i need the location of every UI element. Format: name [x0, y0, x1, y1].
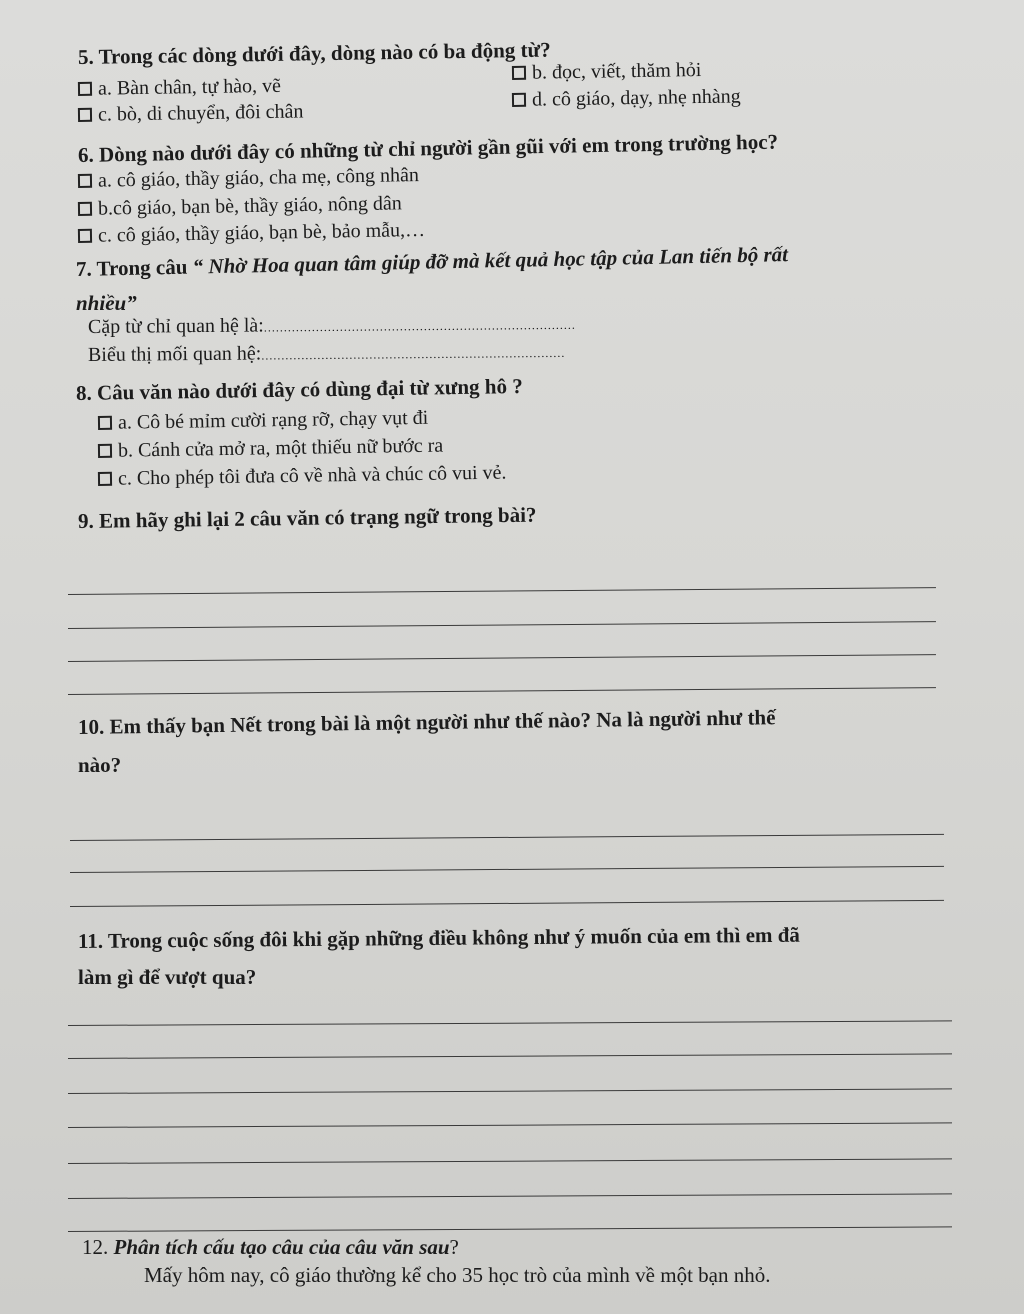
- q11-title-line-1: 11. Trong cuộc sống đôi khi gặp những điều không như ý muốn của em thì em đã: [77, 922, 800, 953]
- q5-title: 5. Trong các dòng dưới đây, dòng nào có ba động từ?: [77, 37, 551, 69]
- q11-answer-line[interactable]: [68, 1193, 952, 1199]
- q7-quote-end: nhiều”: [76, 291, 137, 315]
- checkbox-icon[interactable]: [78, 108, 92, 122]
- q5-option-c-label: c. bò, di chuyển, đôi chân: [97, 100, 304, 126]
- checkbox-icon[interactable]: [512, 93, 526, 107]
- q9-answer-line[interactable]: [68, 587, 936, 595]
- q6-option-c[interactable]: [78, 219, 425, 248]
- q7-prefix: 7. Trong câu: [75, 254, 188, 281]
- checkbox-icon[interactable]: [98, 444, 112, 458]
- q10-title-line-2: nào?: [78, 753, 122, 777]
- checkbox-icon[interactable]: [512, 66, 526, 80]
- q9-answer-line[interactable]: [68, 687, 936, 695]
- q6-option-a-label: a. cô giáo, thầy giáo, cha mẹ, công nhân: [97, 164, 420, 192]
- q6-option-a[interactable]: [78, 164, 419, 193]
- q11-answer-line[interactable]: [68, 1158, 952, 1164]
- q7-answer-dots-1[interactable]: ..............................................................................: [263, 317, 576, 335]
- q7-answer-dots-2[interactable]: ............................................................................: [261, 345, 566, 363]
- q12-title: [82, 1234, 459, 1261]
- checkbox-icon[interactable]: [78, 82, 92, 96]
- checkbox-icon[interactable]: [78, 174, 92, 188]
- q12-sentence: Mấy hôm nay, cô giáo thường kể cho 35 học trò của mình về một bạn nhỏ.: [144, 1263, 771, 1287]
- q8-option-c-label: c. Cho phép tôi đưa cô về nhà và chúc cô vui vẻ.: [117, 461, 507, 490]
- q10-title-line-1: 10. Em thấy bạn Nết trong bài là một người như thế nào? Na là người như thế: [77, 705, 776, 739]
- q8-title: 8. Câu văn nào dưới đây có dùng đại từ xưng hô ?: [75, 373, 523, 405]
- q12-title-text: Phân tích cấu tạo câu của câu văn sau: [113, 1235, 450, 1259]
- q10-answer-line[interactable]: [70, 900, 944, 907]
- q8-option-b-label: b. Cánh cửa mở ra, một thiếu nữ bước ra: [117, 434, 444, 462]
- q7-line-1: [88, 312, 576, 339]
- q5-option-b[interactable]: [512, 59, 702, 85]
- q10-answer-line[interactable]: [70, 834, 944, 841]
- q11-answer-line[interactable]: [68, 1053, 952, 1059]
- checkbox-icon[interactable]: [98, 472, 112, 486]
- q11-answer-line[interactable]: [68, 1122, 952, 1128]
- q11-answer-line[interactable]: [68, 1088, 952, 1094]
- q6-title: 6. Dòng nào dưới đây có những từ chỉ người gần gũi với em trong trường học?: [77, 129, 779, 167]
- q9-answer-line[interactable]: [68, 621, 936, 629]
- q9-answer-line[interactable]: [68, 654, 936, 662]
- q12-prefix: 12.: [82, 1235, 109, 1259]
- q8-option-a[interactable]: [98, 407, 429, 435]
- q6-option-c-label: c. cô giáo, thầy giáo, bạn bè, bảo mẫu,…: [97, 218, 426, 247]
- checkbox-icon[interactable]: [78, 229, 92, 243]
- q7-title: [76, 241, 789, 283]
- q12-question-mark: ?: [449, 1235, 459, 1259]
- q5-option-d-label: d. cô giáo, dạy, nhẹ nhàng: [531, 85, 741, 111]
- q10-answer-line[interactable]: [70, 866, 944, 873]
- q9-title: 9. Em hãy ghi lại 2 câu văn có trạng ngữ trong bài?: [77, 502, 537, 533]
- q8-option-b[interactable]: [98, 435, 444, 463]
- q7-line-2-label: Biểu thị mối quan hệ:: [87, 342, 262, 366]
- q6-option-b[interactable]: [78, 192, 402, 221]
- q11-answer-line[interactable]: [68, 1226, 952, 1232]
- q11-answer-line[interactable]: [68, 1020, 952, 1026]
- q6-option-b-label: b.cô giáo, bạn bè, thầy giáo, nông dân: [97, 192, 402, 220]
- q7-line-2: [88, 340, 565, 367]
- checkbox-icon[interactable]: [98, 416, 112, 430]
- q7-quote: “ Nhờ Hoa quan tâm giúp đỡ mà kết quả học tập của Lan tiến bộ rất: [192, 242, 789, 279]
- q7-line-1-label: Cặp từ chỉ quan hệ là:: [87, 314, 264, 338]
- q11-title-line-2: làm gì để vượt qua?: [78, 965, 257, 989]
- q8-option-a-label: a. Cô bé mỉm cười rạng rỡ, chạy vụt đi: [117, 406, 429, 434]
- checkbox-icon[interactable]: [78, 202, 92, 216]
- q5-option-b-label: b. đọc, viết, thăm hỏi: [531, 59, 702, 84]
- q5-option-a-label: a. Bàn chân, tự hào, vẽ: [97, 74, 282, 100]
- q5-option-a[interactable]: [78, 75, 281, 101]
- q5-option-c[interactable]: [78, 100, 304, 127]
- q8-option-c[interactable]: [98, 462, 507, 491]
- q5-option-d[interactable]: [512, 85, 741, 112]
